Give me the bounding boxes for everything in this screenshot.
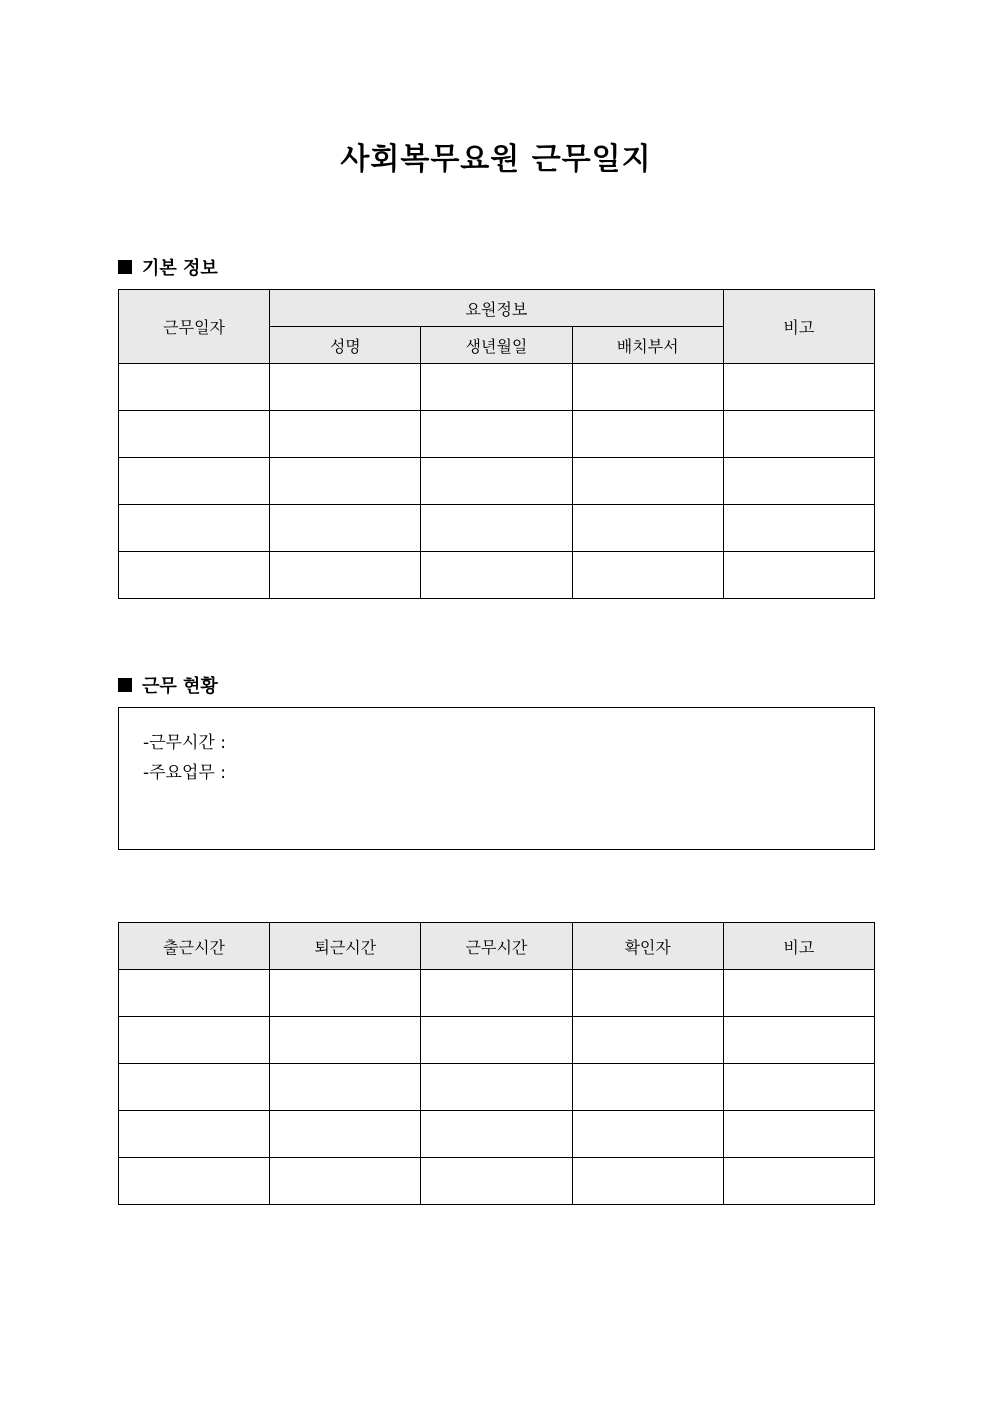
table-cell[interactable] <box>270 458 421 505</box>
table-cell[interactable] <box>572 458 723 505</box>
table-cell[interactable] <box>270 364 421 411</box>
table-row <box>119 364 875 411</box>
table-cell[interactable] <box>572 970 723 1017</box>
table-cell[interactable] <box>270 1158 421 1205</box>
table-cell[interactable] <box>723 1111 874 1158</box>
table-cell[interactable] <box>119 364 270 411</box>
table-row <box>119 1111 875 1158</box>
table-cell[interactable] <box>723 552 874 599</box>
section-heading-work-status <box>118 672 218 698</box>
table-row <box>119 970 875 1017</box>
table-cell[interactable] <box>119 1064 270 1111</box>
table-cell[interactable] <box>421 505 572 552</box>
table-cell[interactable] <box>270 970 421 1017</box>
table-cell[interactable] <box>421 364 572 411</box>
column-header: 출근시간 <box>119 923 270 970</box>
column-header: 확인자 <box>572 923 723 970</box>
basic-info-table <box>118 289 875 599</box>
table-cell[interactable] <box>119 1017 270 1064</box>
table-row <box>119 1158 875 1205</box>
column-header: 비고 <box>723 923 874 970</box>
header-department: 배치부서 <box>572 327 723 364</box>
header-member-info: 요원정보 <box>270 290 724 327</box>
table-cell[interactable] <box>421 1064 572 1111</box>
table-row <box>119 1064 875 1111</box>
table-cell[interactable] <box>119 1158 270 1205</box>
table-cell[interactable] <box>723 505 874 552</box>
table-row <box>119 1017 875 1064</box>
table-row <box>119 505 875 552</box>
column-header: 근무시간 <box>421 923 572 970</box>
square-bullet-icon <box>118 678 132 692</box>
page-title: 사회복무요원 근무일지 <box>340 142 652 177</box>
table-cell[interactable] <box>723 364 874 411</box>
table-cell[interactable] <box>421 1111 572 1158</box>
table-cell[interactable] <box>270 1064 421 1111</box>
table-cell[interactable] <box>572 1064 723 1111</box>
attendance-table <box>118 922 875 1205</box>
table-cell[interactable] <box>270 411 421 458</box>
table-cell[interactable] <box>119 552 270 599</box>
table-cell[interactable] <box>421 458 572 505</box>
table-cell[interactable] <box>270 505 421 552</box>
table-cell[interactable] <box>421 970 572 1017</box>
table-cell[interactable] <box>119 970 270 1017</box>
table-cell[interactable] <box>119 411 270 458</box>
table-cell[interactable] <box>270 1111 421 1158</box>
table-cell[interactable] <box>572 505 723 552</box>
column-header: 퇴근시간 <box>270 923 421 970</box>
table-cell[interactable] <box>119 458 270 505</box>
header-name: 성명 <box>270 327 421 364</box>
table-cell[interactable] <box>723 970 874 1017</box>
table-row <box>119 458 875 505</box>
table-cell[interactable] <box>572 364 723 411</box>
table-cell[interactable] <box>119 1111 270 1158</box>
table-cell[interactable] <box>723 411 874 458</box>
table-cell[interactable] <box>270 552 421 599</box>
section-heading-label: 근무 현황 <box>142 676 218 697</box>
square-bullet-icon <box>118 260 132 274</box>
main-tasks-label: -주요업무 : <box>143 763 226 783</box>
header-note: 비고 <box>723 290 874 364</box>
table-cell[interactable] <box>270 1017 421 1064</box>
table-cell[interactable] <box>723 458 874 505</box>
table-cell[interactable] <box>572 411 723 458</box>
table-cell[interactable] <box>119 505 270 552</box>
table-cell[interactable] <box>572 552 723 599</box>
header-row <box>119 923 875 970</box>
table-cell[interactable] <box>572 1017 723 1064</box>
table-cell[interactable] <box>421 1158 572 1205</box>
table-cell[interactable] <box>421 552 572 599</box>
table-row <box>119 552 875 599</box>
table-cell[interactable] <box>572 1158 723 1205</box>
table-row <box>119 411 875 458</box>
table-cell[interactable] <box>421 411 572 458</box>
section-heading-label: 기본 정보 <box>142 258 218 279</box>
work-status-box <box>118 707 875 850</box>
header-work-date: 근무일자 <box>119 290 270 364</box>
table-cell[interactable] <box>723 1158 874 1205</box>
work-hours-label: -근무시간 : <box>143 733 226 753</box>
table-cell[interactable] <box>572 1111 723 1158</box>
table-cell[interactable] <box>723 1064 874 1111</box>
section-heading-basic-info <box>118 254 218 280</box>
table-cell[interactable] <box>421 1017 572 1064</box>
header-birthdate: 생년월일 <box>421 327 572 364</box>
table-cell[interactable] <box>723 1017 874 1064</box>
